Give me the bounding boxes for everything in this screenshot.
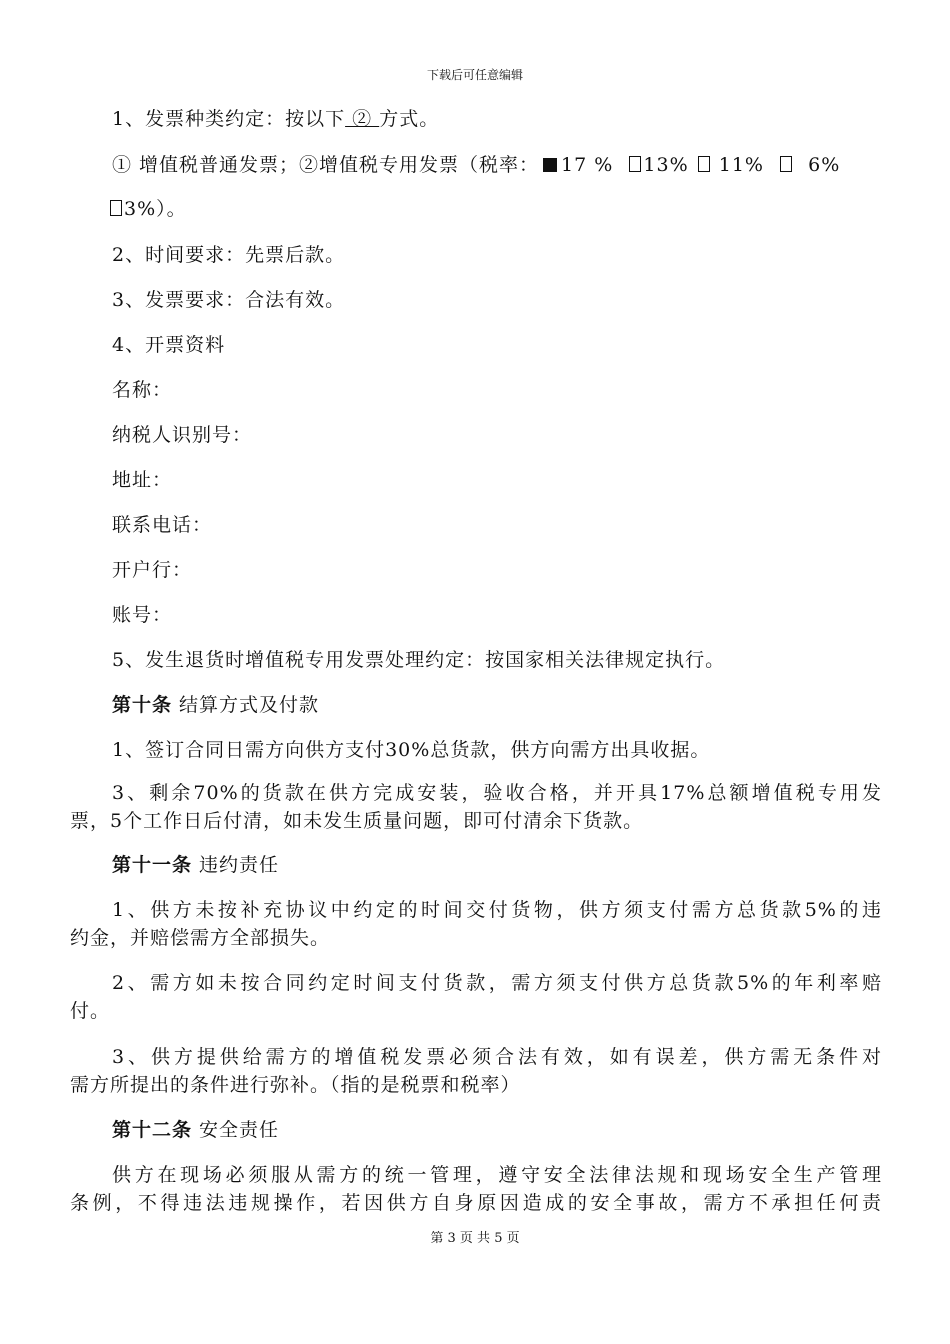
article-12-p1-l1: 供方在现场必须服从需方的统一管理，遵守安全法律法规和现场安全生产管理 [112, 1164, 882, 1186]
field-phone: 联系电话： [112, 514, 213, 536]
time-req: 2、时间要求：先票后款。 [112, 244, 346, 266]
article-11-p3-l2: 需方所提出的条件进行弥补。（指的是税票和税率） [70, 1074, 521, 1096]
article-10-p1: 1、签订合同日需方向供方支付30%总货款，供方向需方出具收据。 [112, 739, 711, 761]
page-footer: 第 3 页 共 5 页 [430, 1231, 520, 1246]
page-header: 下载后可任意编辑 [426, 68, 523, 82]
article-11-heading [112, 850, 882, 877]
invoice-req: 3、发票要求：合法有效。 [112, 289, 346, 311]
checkbox-empty-icon [698, 156, 710, 172]
article-10-heading [112, 690, 882, 717]
checkbox-empty-icon [780, 156, 792, 172]
invoice-options-line: ① 增值税普通发票；②增值税专用发票（税率： 17 % 13% 11% 6% [112, 154, 841, 176]
field-address: 地址： [112, 469, 173, 491]
article-11-title: 第十一条 [112, 854, 193, 876]
invoice-type-choice: ② [345, 108, 380, 130]
field-name: 名称： [112, 379, 173, 401]
checkbox-empty-icon [110, 200, 122, 216]
checkbox-checked-icon [543, 158, 557, 172]
article-12-subtitle: 安全责任 [192, 1119, 280, 1141]
article-10-title: 第十条 [112, 694, 173, 716]
field-account: 账号： [112, 604, 173, 626]
article-10-subtitle: 结算方式及付款 [172, 694, 320, 716]
rate-3: 3%）。 [124, 198, 187, 220]
article-11-p3-l1: 3、供方提供给需方的增值税发票必须合法有效，如有误差，供方需无条件对 [112, 1046, 882, 1068]
invoice-type-line: 1、发票种类约定：按以下 ② 方式。 [112, 108, 440, 130]
return-clause: 5、发生退货时增值税专用发票处理约定：按国家相关法律规定执行。 [112, 649, 726, 671]
rate-6: 6% [808, 154, 841, 176]
article-11-p1-l1: 1、供方未按补充协议中约定的时间交付货物，供方须支付需方总货款5%的违 [112, 899, 882, 921]
rate-17: 17 % [561, 154, 614, 176]
billing-info-heading: 4、开票资料 [112, 334, 226, 356]
rate-11: 11% [718, 154, 764, 176]
article-12-p1-l2: 条例，不得违法违规操作，若因供方自身原因造成的安全事故，需方不承担任何责 [70, 1192, 882, 1214]
article-10-p3-l1: 3、剩余70%的货款在供方完成安装，验收合格，并开具17%总额增值税专用发 [112, 782, 882, 804]
invoice-options-cont [70, 194, 882, 221]
rate-13: 13% [643, 154, 689, 176]
field-bank: 开户行： [112, 559, 193, 581]
article-10-p3-l2: 票，5个工作日后付清，如未发生质量问题，即可付清余下货款。 [70, 810, 644, 832]
article-11-p1-l2: 约金，并赔偿需方全部损失。 [70, 927, 331, 949]
article-11-subtitle: 违约责任 [192, 854, 280, 876]
article-11-p2-l1: 2、需方如未按合同约定时间支付货款，需方须支付供方总货款5%的年利率赔 [112, 972, 882, 994]
checkbox-empty-icon [629, 156, 641, 172]
article-12-heading [112, 1115, 882, 1142]
field-taxid: 纳税人识别号： [112, 424, 253, 446]
article-12-title: 第十二条 [112, 1119, 193, 1141]
article-11-p2-l2: 付。 [70, 1000, 111, 1022]
